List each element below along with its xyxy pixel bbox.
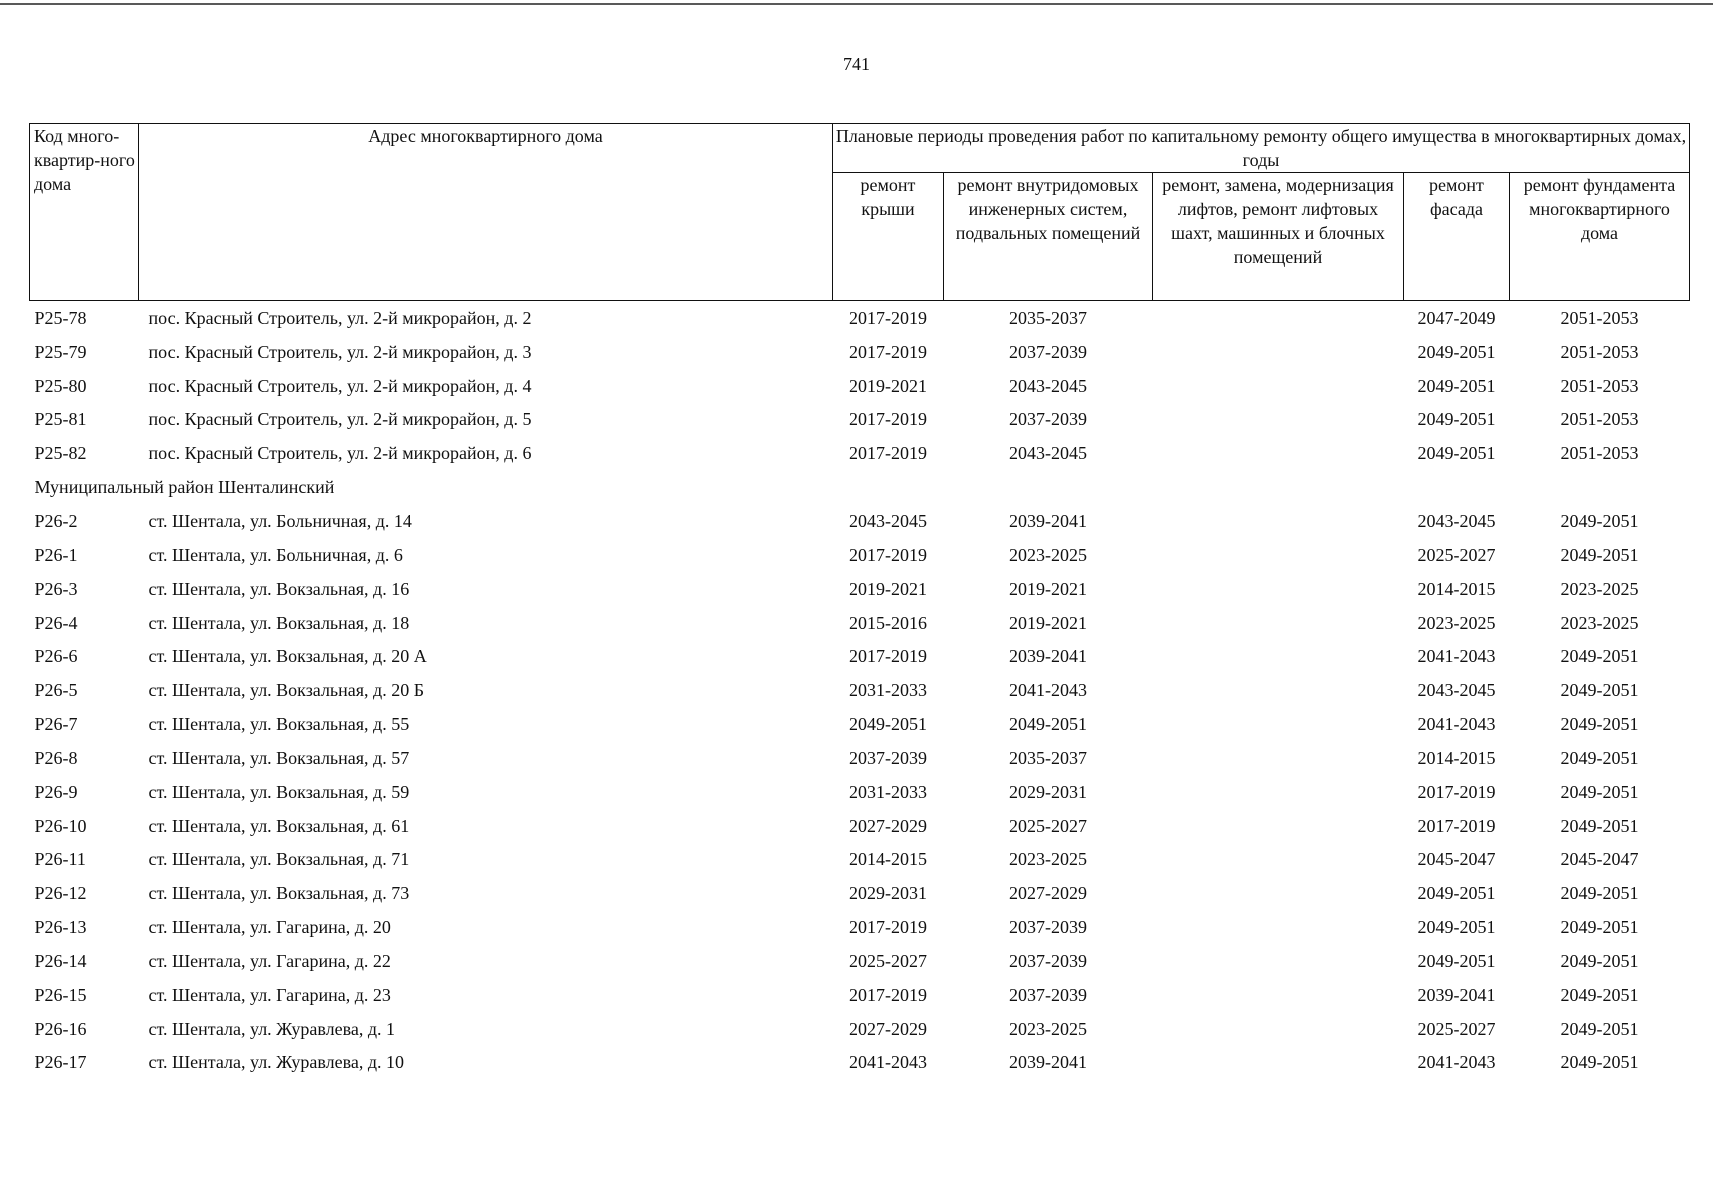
table-row [30,707,1690,741]
section-title: Муниципальный район Шенталинский [34,477,335,498]
cell-code: P26-8 [34,747,78,768]
cell-foundation: 2051-2053 [1560,443,1639,464]
cell-elevators [1153,1012,1404,1046]
cell-code: P25-80 [34,375,87,396]
cell-roof: 2017-2019 [849,646,927,667]
cell-roof: 2019-2021 [849,578,927,599]
cell-foundation: 2049-2051 [1560,680,1639,701]
cell-roof: 2029-2031 [849,883,927,904]
cell-facade: 2023-2025 [1417,612,1496,633]
cell-address: пос. Красный Строитель, ул. 2-й микрорайон, д. 5 [148,409,532,430]
header-roof: ремонт крыши [833,173,944,301]
cell-roof: 2031-2033 [849,781,927,802]
cell-engineering: 2049-2051 [1009,714,1087,735]
header-periods-group: Плановые периоды проведения работ по капитальному ремонту общего имущества в многоквартирных домах, годы [833,124,1690,173]
cell-roof: 2017-2019 [849,341,927,362]
table-row [30,335,1690,369]
cell-engineering: 2035-2037 [1009,307,1087,328]
cell-engineering: 2023-2025 [1009,544,1087,565]
cell-address: ст. Шентала, ул. Вокзальная, д. 20 А [148,646,427,667]
cell-address: пос. Красный Строитель, ул. 2-й микрорайон, д. 2 [148,307,532,328]
cell-address: ст. Шентала, ул. Вокзальная, д. 18 [148,612,410,633]
cell-foundation: 2023-2025 [1560,578,1639,599]
cell-elevators [1153,335,1404,369]
cell-engineering: 2039-2041 [1009,646,1087,667]
capital-repair-table [29,123,1690,1079]
cell-foundation: 2051-2053 [1560,341,1639,362]
cell-address: ст. Шентала, ул. Гагарина, д. 23 [148,984,391,1005]
table-row [30,775,1690,809]
cell-facade: 2025-2027 [1417,544,1496,565]
cell-facade: 2047-2049 [1417,307,1496,328]
cell-address: ст. Шентала, ул. Больничная, д. 6 [148,544,403,565]
cell-roof: 2019-2021 [849,375,927,396]
cell-engineering: 2039-2041 [1009,510,1087,531]
cell-address: ст. Шентала, ул. Вокзальная, д. 20 Б [148,680,425,701]
cell-facade: 2043-2045 [1417,680,1496,701]
cell-engineering: 2037-2039 [1009,917,1087,938]
cell-address: ст. Шентала, ул. Вокзальная, д. 59 [148,781,410,802]
cell-code: P26-5 [34,680,78,701]
cell-foundation: 2051-2053 [1560,307,1639,328]
cell-foundation: 2049-2051 [1560,781,1639,802]
cell-elevators [1153,707,1404,741]
cell-roof: 2027-2029 [849,815,927,836]
cell-engineering: 2043-2045 [1009,443,1087,464]
cell-facade: 2014-2015 [1417,578,1496,599]
table-row [30,843,1690,877]
cell-address: ст. Шентала, ул. Вокзальная, д. 55 [148,714,410,735]
cell-elevators [1153,301,1404,335]
cell-roof: 2037-2039 [849,747,927,768]
cell-address: ст. Шентала, ул. Гагарина, д. 20 [148,917,391,938]
cell-address: ст. Шентала, ул. Вокзальная, д. 61 [148,815,410,836]
cell-code: P26-1 [34,544,78,565]
cell-address: ст. Шентала, ул. Гагарина, д. 22 [148,950,391,971]
cell-code: P26-17 [34,1052,87,1073]
table-row [30,673,1690,707]
cell-roof: 2014-2015 [849,849,927,870]
cell-elevators [1153,910,1404,944]
cell-elevators [1153,606,1404,640]
cell-address: пос. Красный Строитель, ул. 2-й микрорайон, д. 3 [148,341,532,362]
cell-elevators [1153,1046,1404,1080]
table-body [30,301,1690,1080]
header-code: Код много-квартир-ного дома [30,124,139,301]
cell-foundation: 2049-2051 [1560,646,1639,667]
cell-engineering: 2027-2029 [1009,883,1087,904]
cell-engineering: 2019-2021 [1009,612,1087,633]
cell-engineering: 2019-2021 [1009,578,1087,599]
cell-code: P26-2 [34,510,78,531]
table-row [30,1046,1690,1080]
cell-facade: 2017-2019 [1417,815,1496,836]
cell-elevators [1153,369,1404,403]
cell-roof: 2031-2033 [849,680,927,701]
cell-engineering: 2023-2025 [1009,849,1087,870]
cell-elevators [1153,944,1404,978]
table-row [30,369,1690,403]
cell-roof: 2017-2019 [849,984,927,1005]
cell-foundation: 2051-2053 [1560,409,1639,430]
cell-roof: 2043-2045 [849,510,927,531]
cell-facade: 2025-2027 [1417,1018,1496,1039]
cell-facade: 2041-2043 [1417,1052,1496,1073]
cell-address: ст. Шентала, ул. Вокзальная, д. 57 [148,747,410,768]
cell-facade: 2049-2051 [1417,341,1496,362]
table-row [30,1012,1690,1046]
cell-engineering: 2037-2039 [1009,950,1087,971]
table-row [30,538,1690,572]
cell-address: пос. Красный Строитель, ул. 2-й микрорайон, д. 4 [148,375,532,396]
cell-elevators [1153,876,1404,910]
table-header [30,124,1690,301]
header-facade: ремонт фасада [1404,173,1510,301]
cell-facade: 2041-2043 [1417,646,1496,667]
header-foundation: ремонт фундамента многоквартирного дома [1510,173,1690,301]
cell-roof: 2017-2019 [849,307,927,328]
cell-engineering: 2041-2043 [1009,680,1087,701]
cell-code: P26-13 [34,917,87,938]
cell-engineering: 2029-2031 [1009,781,1087,802]
table-row [30,978,1690,1012]
cell-engineering: 2043-2045 [1009,375,1087,396]
cell-elevators [1153,436,1404,470]
cell-address: ст. Шентала, ул. Вокзальная, д. 71 [148,849,410,870]
cell-facade: 2043-2045 [1417,510,1496,531]
cell-code: P26-14 [34,950,87,971]
cell-code: P25-81 [34,409,87,430]
capital-repair-table-container [29,123,1689,1079]
cell-facade: 2039-2041 [1417,984,1496,1005]
cell-address: ст. Шентала, ул. Журавлева, д. 10 [148,1052,405,1073]
scan-edge-line [0,3,1713,5]
cell-code: P26-4 [34,612,78,633]
section-row [30,470,1690,504]
cell-roof: 2017-2019 [849,917,927,938]
cell-foundation: 2049-2051 [1560,984,1639,1005]
cell-address: ст. Шентала, ул. Журавлева, д. 1 [148,1018,396,1039]
cell-code: P26-3 [34,578,78,599]
cell-address: пос. Красный Строитель, ул. 2-й микрорайон, д. 6 [148,443,532,464]
cell-roof: 2025-2027 [849,950,927,971]
cell-elevators [1153,843,1404,877]
cell-facade: 2049-2051 [1417,917,1496,938]
cell-engineering: 2037-2039 [1009,984,1087,1005]
cell-roof: 2015-2016 [849,612,927,633]
cell-code: P25-79 [34,341,87,362]
cell-facade: 2017-2019 [1417,781,1496,802]
cell-code: P25-78 [34,307,87,328]
cell-address: ст. Шентала, ул. Вокзальная, д. 73 [148,883,410,904]
cell-foundation: 2049-2051 [1560,747,1639,768]
cell-elevators [1153,978,1404,1012]
cell-foundation: 2049-2051 [1560,883,1639,904]
cell-elevators [1153,403,1404,437]
table-row [30,504,1690,538]
table-row [30,403,1690,437]
cell-facade: 2041-2043 [1417,714,1496,735]
table-row [30,944,1690,978]
cell-roof: 2041-2043 [849,1052,927,1073]
cell-foundation: 2049-2051 [1560,510,1639,531]
table-row [30,639,1690,673]
cell-roof: 2017-2019 [849,544,927,565]
cell-code: P26-7 [34,714,78,735]
cell-address: ст. Шентала, ул. Вокзальная, д. 16 [148,578,410,599]
page-number: 741 [843,54,870,74]
cell-code: P25-82 [34,443,87,464]
cell-engineering: 2025-2027 [1009,815,1087,836]
table-row [30,809,1690,843]
cell-foundation: 2023-2025 [1560,612,1639,633]
cell-code: P26-12 [34,883,87,904]
cell-roof: 2017-2019 [849,443,927,464]
cell-address: ст. Шентала, ул. Больничная, д. 14 [148,510,412,531]
cell-engineering: 2023-2025 [1009,1018,1087,1039]
cell-engineering: 2037-2039 [1009,409,1087,430]
cell-facade: 2045-2047 [1417,849,1496,870]
cell-elevators [1153,741,1404,775]
cell-engineering: 2037-2039 [1009,341,1087,362]
cell-facade: 2049-2051 [1417,883,1496,904]
cell-engineering: 2035-2037 [1009,747,1087,768]
header-elevators: ремонт, замена, модернизация лифтов, ремонт лифтовых шахт, машинных и блочных помещений [1153,173,1404,301]
cell-foundation: 2051-2053 [1560,375,1639,396]
cell-foundation: 2049-2051 [1560,1018,1639,1039]
cell-facade: 2049-2051 [1417,443,1496,464]
cell-code: P26-15 [34,984,87,1005]
cell-foundation: 2049-2051 [1560,950,1639,971]
cell-facade: 2049-2051 [1417,375,1496,396]
header-row-top [30,124,1690,173]
table-row [30,572,1690,606]
cell-foundation: 2049-2051 [1560,815,1639,836]
cell-facade: 2014-2015 [1417,747,1496,768]
cell-foundation: 2049-2051 [1560,917,1639,938]
table-row [30,876,1690,910]
table-row [30,436,1690,470]
cell-elevators [1153,673,1404,707]
header-address: Адрес многоквартирного дома [139,124,833,301]
cell-code: P26-10 [34,815,87,836]
cell-facade: 2049-2051 [1417,409,1496,430]
cell-engineering: 2039-2041 [1009,1052,1087,1073]
cell-foundation: 2049-2051 [1560,544,1639,565]
table-row [30,910,1690,944]
cell-elevators [1153,538,1404,572]
table-row [30,741,1690,775]
cell-foundation: 2045-2047 [1560,849,1639,870]
cell-code: P26-11 [34,849,86,870]
cell-elevators [1153,809,1404,843]
cell-elevators [1153,572,1404,606]
cell-roof: 2017-2019 [849,409,927,430]
table-row [30,606,1690,640]
cell-roof: 2049-2051 [849,714,927,735]
cell-facade: 2049-2051 [1417,950,1496,971]
cell-code: P26-6 [34,646,78,667]
cell-foundation: 2049-2051 [1560,1052,1639,1073]
cell-elevators [1153,639,1404,673]
cell-code: P26-16 [34,1018,87,1039]
cell-roof: 2027-2029 [849,1018,927,1039]
cell-foundation: 2049-2051 [1560,714,1639,735]
header-engineering: ремонт внутридомовых инженерных систем, подвальных помещений [944,173,1153,301]
cell-code: P26-9 [34,781,78,802]
cell-elevators [1153,775,1404,809]
table-row [30,301,1690,335]
cell-elevators [1153,504,1404,538]
